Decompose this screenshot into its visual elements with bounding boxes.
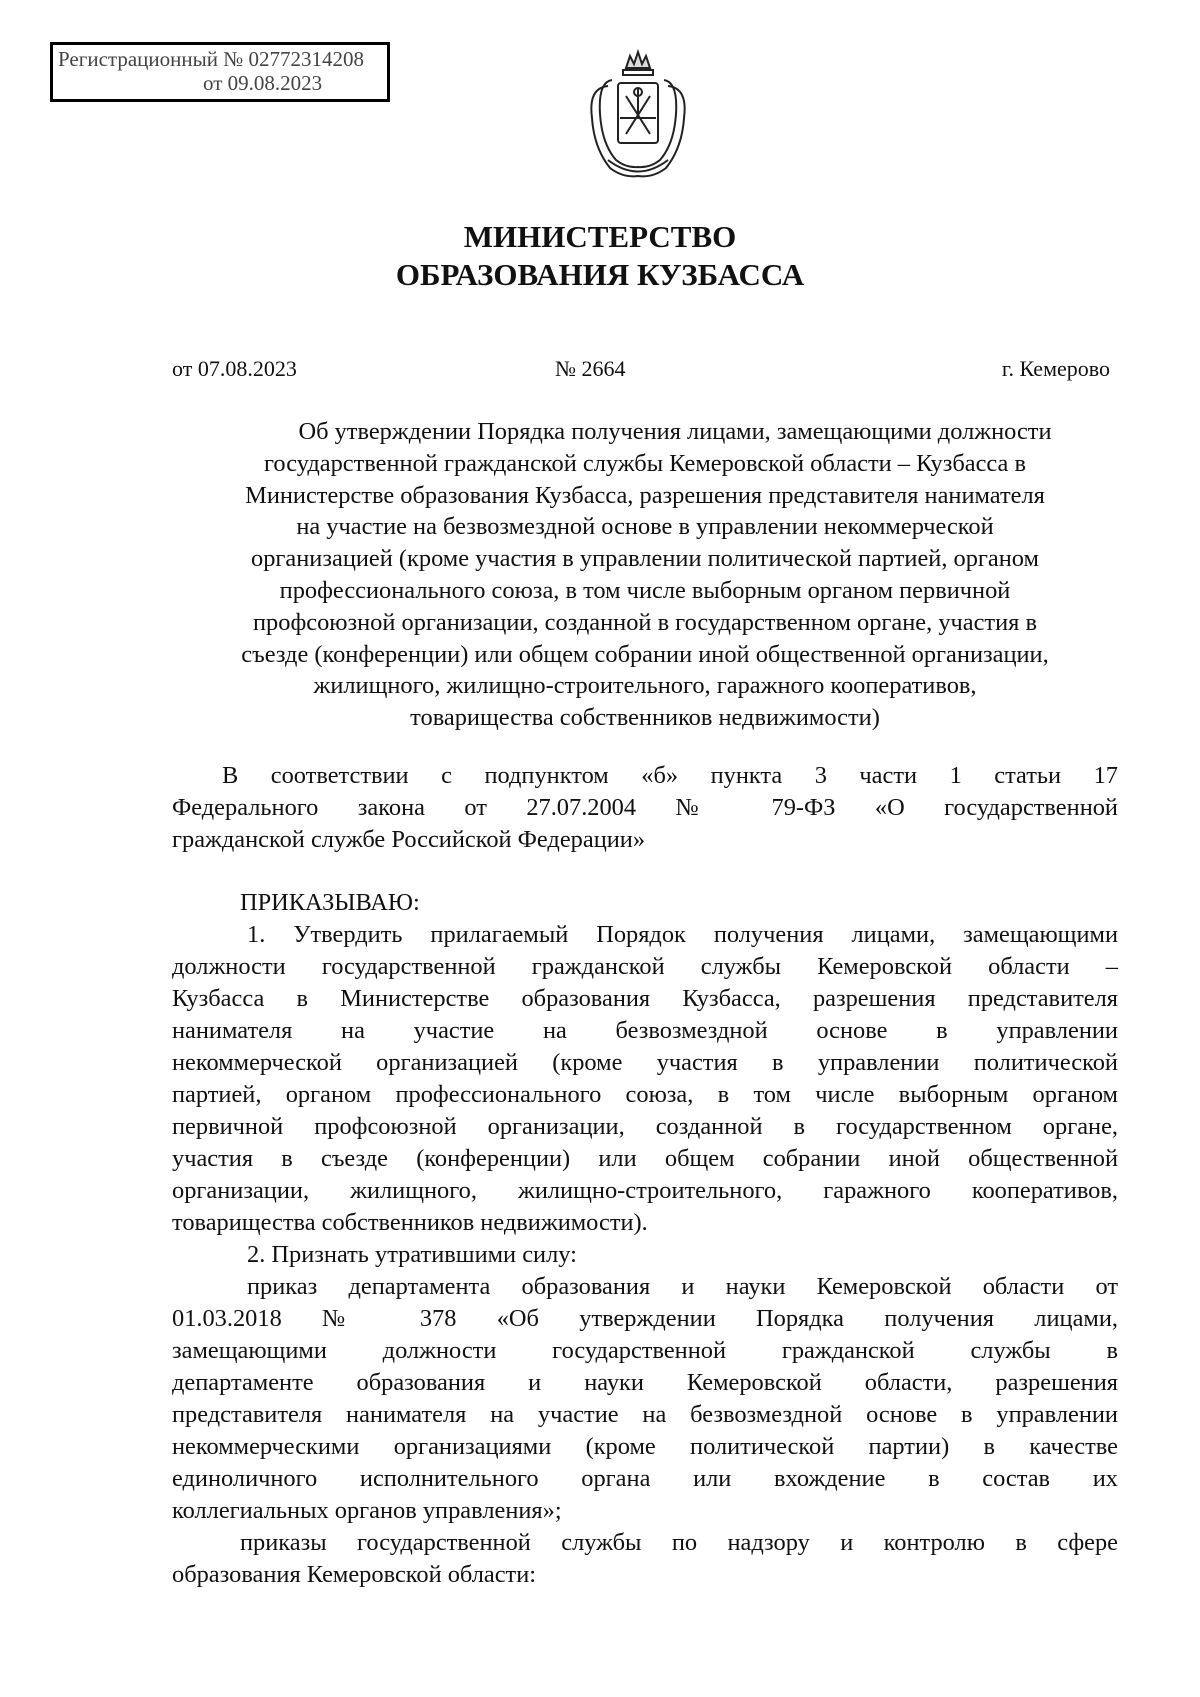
subject-line: профсоюзной организации, созданной в государственном органе, участия в bbox=[253, 608, 1037, 636]
item1-line: 1. Утвердить прилагаемый Порядок получения лицами, замещающими bbox=[247, 921, 1118, 948]
order-city: г. Кемерово bbox=[1001, 356, 1110, 381]
item2a-line: единоличного исполнительного органа или вхождение в состав их bbox=[172, 1465, 1118, 1492]
registration-date: от 09.08.2023 bbox=[203, 71, 323, 95]
item1-line: участия в съезде (конференции) или общем собрании иной общественной bbox=[172, 1145, 1118, 1172]
preamble-line: В соответствии с подпунктом «б» пункта 3 части 1 статьи 17 bbox=[222, 762, 1118, 789]
subject-line: профессионального союза, в том числе выборным органом первичной bbox=[279, 576, 1011, 604]
item2a-line: коллегиальных органов управления»; bbox=[172, 1497, 562, 1524]
item1-line: Кузбасса в Министерстве образования Кузбасса, разрешения представителя bbox=[172, 985, 1118, 1012]
subject-line: товарищества собственников недвижимости) bbox=[410, 704, 880, 732]
item2a-line: представителя нанимателя на участие на безвозмездной основе в управлении bbox=[172, 1401, 1118, 1428]
item1-line: нанимателя на участие на безвозмездной основе в управлении bbox=[172, 1017, 1118, 1044]
item2a-line: некоммерческими организациями (кроме политической партии) в качестве bbox=[172, 1433, 1118, 1460]
ministry-title-line2: ОБРАЗОВАНИЯ КУЗБАССА bbox=[395, 257, 805, 292]
item1-line: партией, органом профессионального союза, в том числе выборным органом bbox=[172, 1081, 1118, 1108]
item2a-line: замещающими должности государственной гражданской службы в bbox=[172, 1337, 1118, 1364]
order-word: ПРИКАЗЫВАЮ: bbox=[240, 889, 420, 916]
item2b-line: приказы государственной службы по надзору и контролю в сфере bbox=[240, 1529, 1118, 1556]
item2a-line: 01.03.2018 № 378 «Об утверждении Порядка получения лицами, bbox=[172, 1305, 1118, 1332]
kuzbass-coat-of-arms-icon bbox=[568, 48, 708, 188]
item2a-line: приказ департамента образования и науки Кемеровской области от bbox=[247, 1273, 1118, 1300]
item1-line: должности государственной гражданской службы Кемеровской области – bbox=[172, 953, 1118, 980]
order-date: от 07.08.2023 bbox=[172, 356, 297, 381]
ministry-title-line1: МИНИСТЕРСТВО bbox=[463, 219, 737, 254]
item2b-line: образования Кемеровской области: bbox=[172, 1561, 537, 1588]
order-number: № 2664 bbox=[555, 356, 626, 381]
preamble bbox=[172, 760, 1118, 856]
subject-line: Министерстве образования Кузбасса, разрешения представителя нанимателя bbox=[245, 481, 1045, 509]
item1-line: первичной профсоюзной организации, созданной в государственном органе, bbox=[172, 1113, 1118, 1140]
subject-line: жилищного, жилищно-строительного, гаражного кооперативов, bbox=[313, 672, 977, 700]
item2-title: 2. Признать утратившими силу: bbox=[247, 1241, 577, 1268]
item1-line: некоммерческой организацией (кроме участия в управлении политической bbox=[172, 1049, 1118, 1076]
subject-line: Об утверждении Порядка получения лицами, замещающими должности bbox=[298, 418, 1052, 445]
order-body bbox=[172, 887, 1118, 1591]
item2a-line: департаменте образования и науки Кемеровской области, разрешения bbox=[172, 1369, 1118, 1396]
item1-line: товарищества собственников недвижимости). bbox=[172, 1209, 648, 1236]
preamble-line: Федерального закона от 27.07.2004 № 79-ФЗ «О государственной bbox=[172, 794, 1118, 821]
subject-line: государственной гражданской службы Кемеровской области – Кузбасса в bbox=[264, 449, 1026, 477]
item1-line: организации, жилищного, жилищно-строительного, гаражного кооперативов, bbox=[172, 1177, 1118, 1204]
registration-number: Регистрационный № 02772314208 bbox=[58, 47, 364, 71]
subject-line: организацией (кроме участия в управлении политической партией, органом bbox=[251, 545, 1039, 573]
preamble-line: гражданской службе Российской Федерации» bbox=[172, 826, 646, 853]
registration-stamp bbox=[50, 42, 390, 102]
subject-line: на участие на безвозмездной основе в управлении некоммерческой bbox=[296, 513, 994, 541]
order-subject bbox=[170, 416, 1120, 734]
ministry-title bbox=[0, 218, 1200, 294]
subject-line: съезде (конференции) или общем собрании иной общественной организации, bbox=[241, 640, 1049, 668]
